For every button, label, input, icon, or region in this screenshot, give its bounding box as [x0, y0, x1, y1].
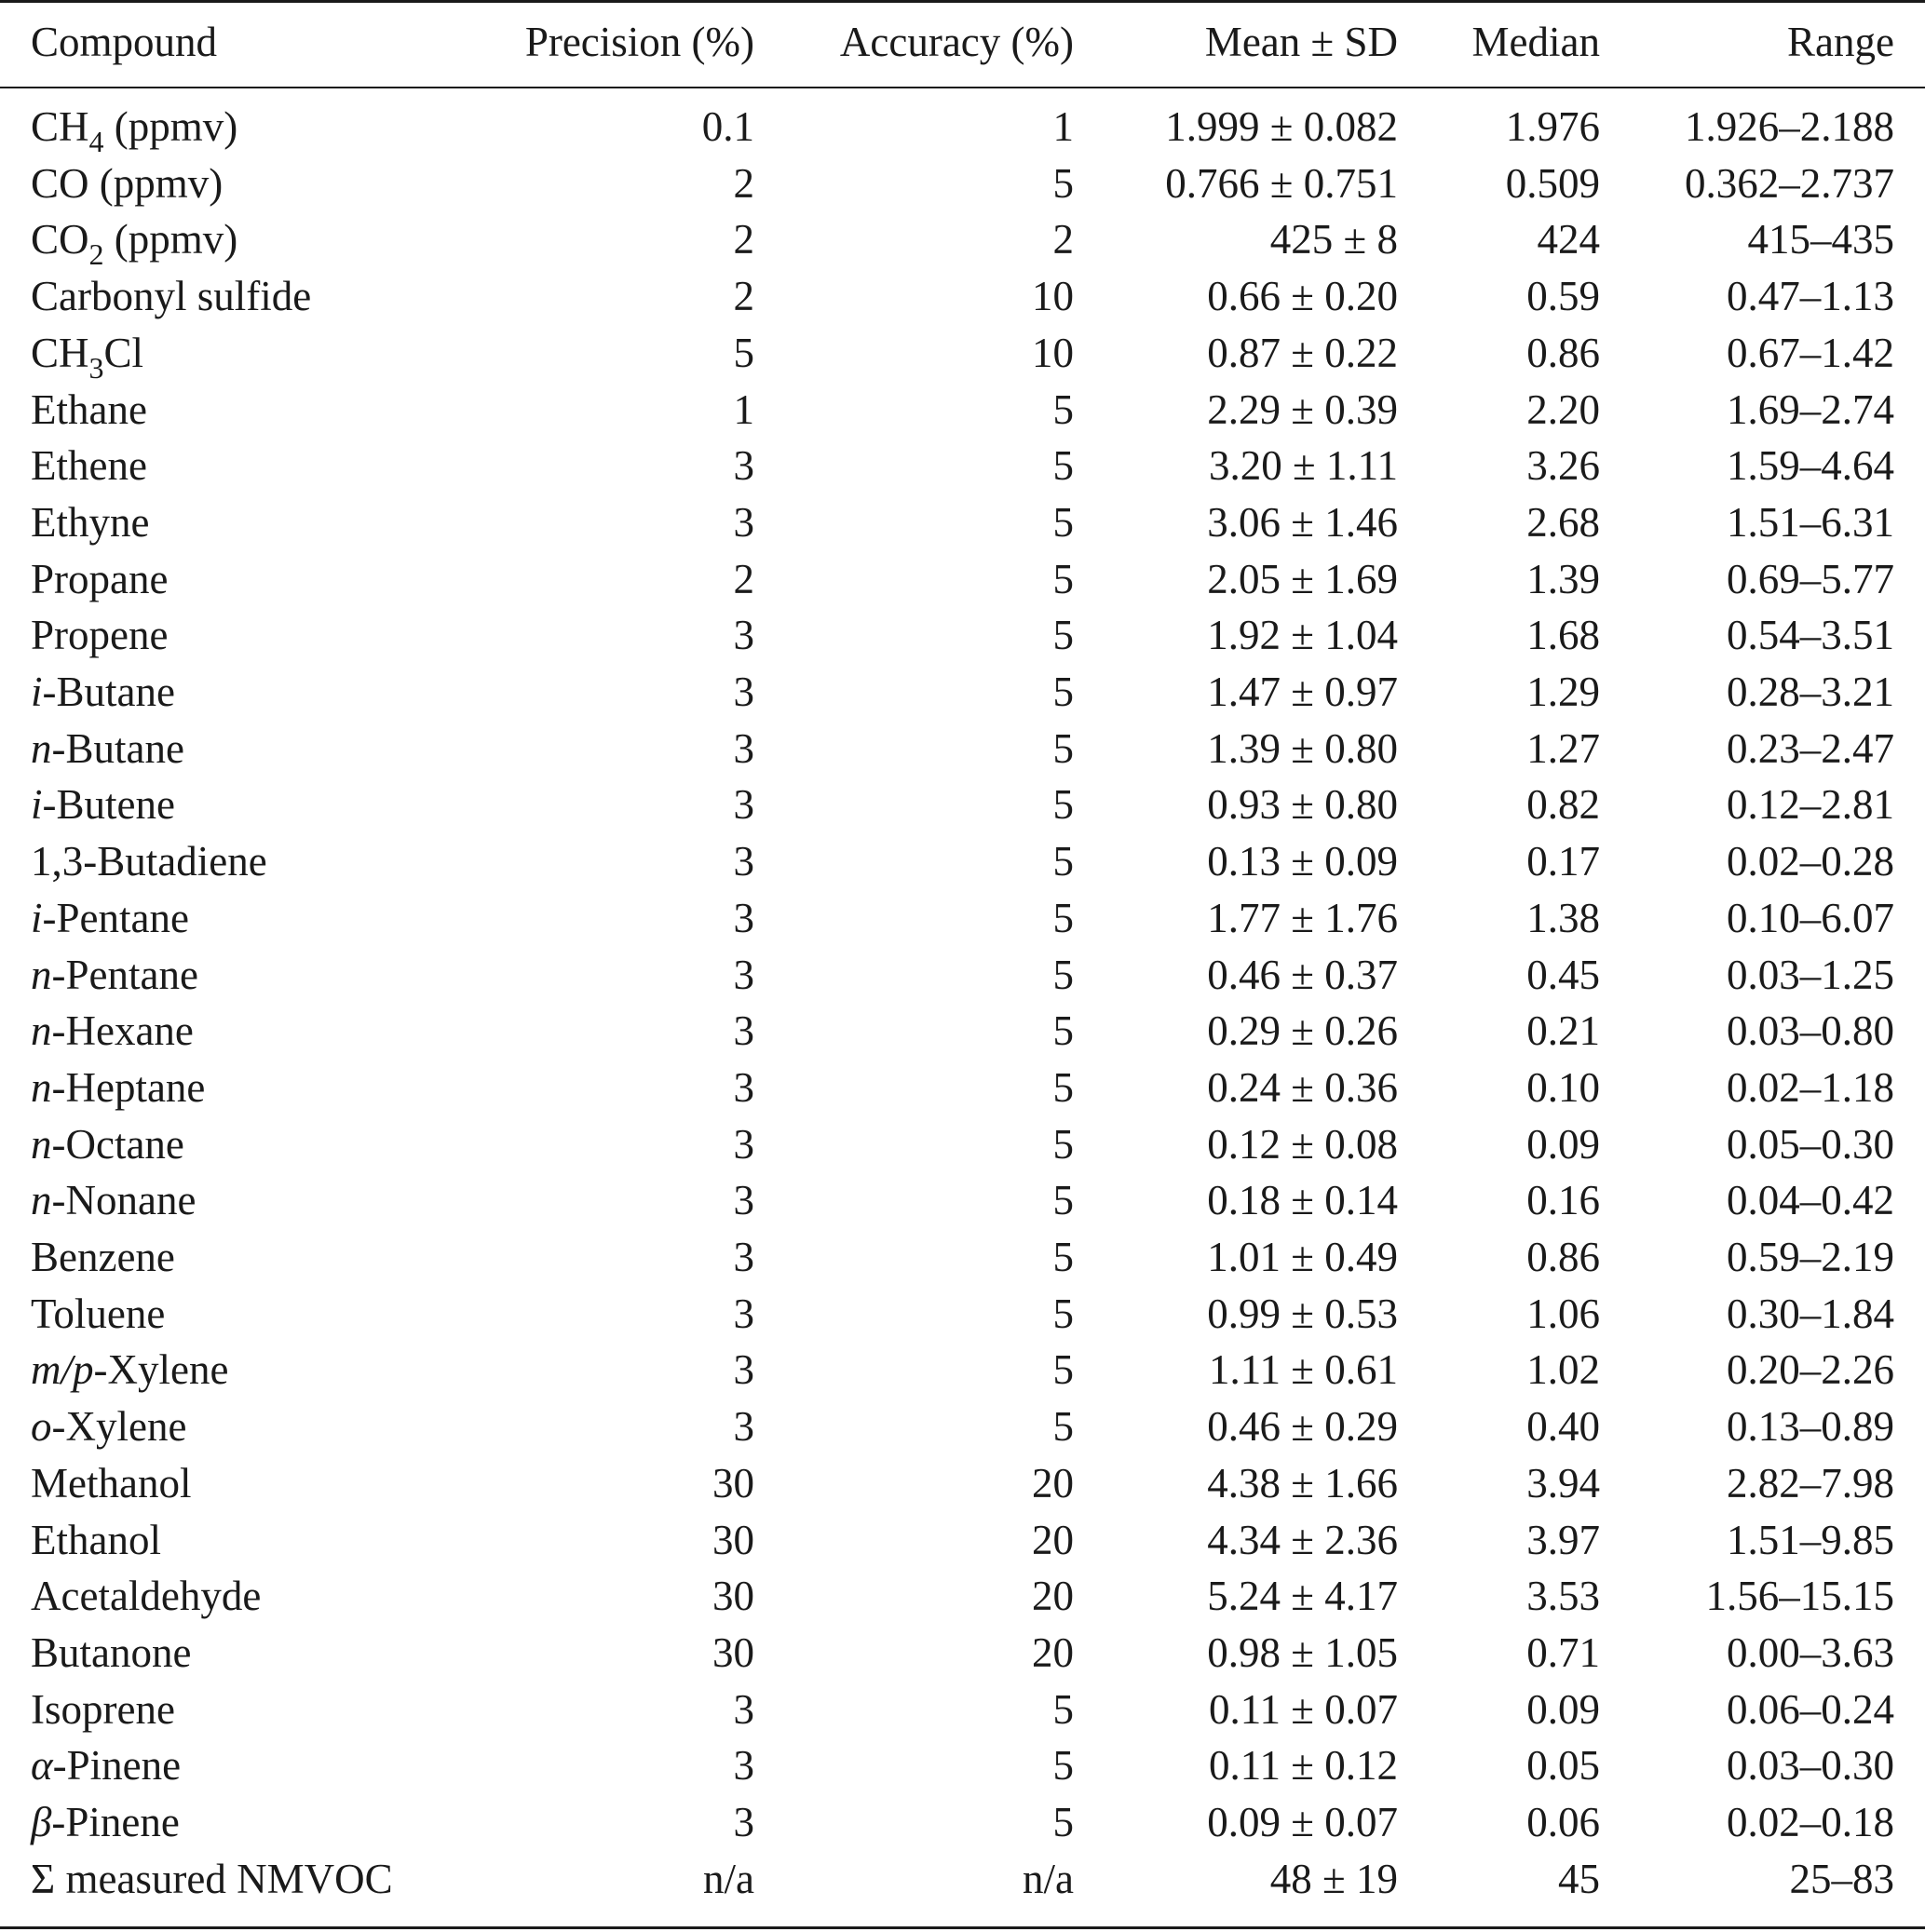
cell-range: 0.47–1.13 — [1727, 273, 1894, 320]
compound-pre: Benzene — [31, 1234, 175, 1280]
cell-compound — [31, 1286, 165, 1343]
compound-pre: CH — [31, 103, 89, 150]
cell-precision: n/a — [703, 1855, 754, 1902]
cell-mean-sd: 0.12 ± 0.08 — [1207, 1120, 1398, 1168]
cell-compound — [31, 777, 175, 833]
cell-accuracy: 5 — [1052, 442, 1074, 490]
compound-post: -Pentane — [42, 894, 189, 941]
cell-mean-sd: 1.01 ± 0.49 — [1207, 1234, 1398, 1280]
cell-mean-sd: 3.06 ± 1.46 — [1207, 498, 1398, 546]
cell-precision: 3 — [733, 1799, 754, 1845]
table-row — [0, 1229, 1925, 1286]
cell-accuracy: 5 — [1052, 385, 1074, 433]
compound-pre: CO — [31, 216, 89, 263]
table-row — [0, 99, 1925, 158]
cell-median: 0.16 — [1526, 1177, 1600, 1224]
cell-precision: 3 — [733, 781, 754, 829]
cell-median: 0.509 — [1505, 159, 1600, 207]
compound-pre: Carbonyl sulfide — [31, 273, 312, 320]
table-row — [0, 1003, 1925, 1060]
cell-median: 1.68 — [1526, 612, 1600, 659]
cell-compound — [31, 551, 168, 608]
cell-mean-sd: 1.11 ± 0.61 — [1208, 1346, 1398, 1394]
compound-it: n — [31, 724, 52, 772]
cell-range: 0.362–2.737 — [1685, 159, 1894, 207]
cell-median: 0.86 — [1526, 1234, 1600, 1280]
compound-it: m/p — [31, 1346, 94, 1394]
cell-compound — [31, 155, 223, 212]
table-row — [0, 1625, 1925, 1682]
cell-range: 2.82–7.98 — [1727, 1459, 1894, 1506]
cell-mean-sd: 425 ± 8 — [1269, 216, 1398, 263]
cell-median: 3.97 — [1526, 1516, 1600, 1563]
compound-post: -Octane — [51, 1120, 184, 1168]
compound-it: o — [31, 1403, 52, 1451]
cell-range: 415–435 — [1747, 216, 1894, 263]
cell-mean-sd: 5.24 ± 4.17 — [1207, 1573, 1398, 1620]
compound-post: -Hexane — [51, 1007, 194, 1055]
cell-median: 1.39 — [1526, 555, 1600, 602]
compound-post: -Xylene — [93, 1346, 229, 1394]
table-row — [0, 1455, 1925, 1512]
cell-compound — [31, 1682, 175, 1738]
cell-accuracy: 5 — [1052, 1120, 1074, 1168]
cell-range: 0.05–0.30 — [1727, 1120, 1894, 1168]
cell-median: 3.94 — [1526, 1459, 1600, 1506]
cell-accuracy: 5 — [1052, 1234, 1074, 1280]
table-row — [0, 777, 1925, 833]
compound-it: i — [31, 781, 43, 829]
compound-sub: 3 — [88, 350, 104, 385]
cell-range: 0.12–2.81 — [1727, 781, 1894, 829]
cell-precision: 3 — [733, 1177, 754, 1224]
compound-post: -Pentane — [51, 951, 198, 998]
cell-range: 25–83 — [1789, 1855, 1894, 1902]
cell-range: 0.00–3.63 — [1727, 1628, 1894, 1676]
cell-accuracy: 5 — [1052, 1403, 1074, 1451]
table-row — [0, 664, 1925, 721]
cell-median: 0.09 — [1526, 1120, 1600, 1168]
compound-post: -Butane — [42, 669, 175, 715]
cell-compound — [31, 664, 175, 721]
cell-compound — [31, 721, 184, 777]
compound-pre: CH — [31, 329, 89, 376]
compound-it: n — [31, 1120, 52, 1168]
cell-median: 1.06 — [1526, 1290, 1600, 1337]
cell-mean-sd: 4.38 ± 1.66 — [1207, 1459, 1398, 1506]
table-row — [0, 947, 1925, 1004]
cell-precision: 3 — [733, 612, 754, 659]
header-rule — [0, 87, 1925, 88]
compound-sub: 4 — [88, 125, 104, 158]
cell-compound — [31, 947, 198, 1004]
cell-range: 0.20–2.26 — [1727, 1346, 1894, 1394]
table-row — [0, 551, 1925, 608]
cell-median: 424 — [1537, 216, 1600, 263]
compound-pre: Isoprene — [31, 1685, 175, 1733]
cell-mean-sd: 0.93 ± 0.80 — [1207, 781, 1398, 829]
cell-compound — [31, 1568, 261, 1625]
cell-accuracy: 20 — [1032, 1459, 1074, 1506]
cell-precision: 3 — [733, 669, 754, 715]
cell-compound — [31, 1794, 180, 1851]
cell-mean-sd: 2.29 ± 0.39 — [1207, 385, 1398, 433]
cell-range: 1.926–2.188 — [1685, 103, 1894, 150]
cell-accuracy: 5 — [1052, 1742, 1074, 1790]
compound-post: -Butene — [42, 781, 175, 829]
cell-median: 0.06 — [1526, 1799, 1600, 1845]
cell-precision: 3 — [733, 1234, 754, 1280]
cell-accuracy: 10 — [1032, 329, 1074, 376]
cell-accuracy: 20 — [1032, 1573, 1074, 1620]
compound-post: -Heptane — [51, 1063, 206, 1111]
cell-range: 0.28–3.21 — [1727, 669, 1894, 715]
cell-mean-sd: 0.24 ± 0.36 — [1207, 1063, 1398, 1111]
cell-mean-sd: 0.98 ± 1.05 — [1207, 1628, 1398, 1676]
cell-accuracy: 5 — [1052, 498, 1074, 546]
cell-precision: 3 — [733, 498, 754, 546]
header-precision: Precision (%) — [524, 19, 754, 65]
compound-it: n — [31, 951, 52, 998]
header-accuracy: Accuracy (%) — [839, 19, 1074, 65]
cell-median: 1.27 — [1526, 724, 1600, 772]
cell-mean-sd: 1.92 ± 1.04 — [1207, 612, 1398, 659]
cell-precision: 30 — [712, 1516, 754, 1563]
table-row — [0, 1342, 1925, 1398]
cell-compound — [31, 494, 149, 551]
cell-compound — [31, 1060, 205, 1116]
cell-median: 1.02 — [1526, 1346, 1600, 1394]
cell-range: 0.10–6.07 — [1727, 894, 1894, 941]
cell-range: 1.56–15.15 — [1705, 1573, 1894, 1620]
compound-it: i — [31, 669, 43, 715]
cell-median: 3.26 — [1526, 442, 1600, 490]
cell-compound — [31, 268, 311, 325]
cell-compound — [31, 1003, 194, 1060]
cell-range: 1.69–2.74 — [1727, 385, 1894, 433]
cell-precision: 2 — [733, 216, 754, 263]
cell-median: 0.10 — [1526, 1063, 1600, 1111]
cell-range: 0.23–2.47 — [1727, 724, 1894, 772]
cell-mean-sd: 4.34 ± 2.36 — [1207, 1516, 1398, 1563]
cell-compound — [31, 438, 147, 494]
cell-accuracy: 5 — [1052, 724, 1074, 772]
cell-range: 0.02–1.18 — [1727, 1063, 1894, 1111]
cell-compound — [31, 211, 238, 272]
table-row — [0, 1851, 1925, 1908]
cell-median: 0.71 — [1526, 1628, 1600, 1676]
cell-accuracy: 5 — [1052, 612, 1074, 659]
compound-it: n — [31, 1063, 52, 1111]
cell-median: 0.17 — [1526, 838, 1600, 885]
cell-mean-sd: 0.46 ± 0.29 — [1207, 1403, 1398, 1451]
compound-sub: 2 — [88, 237, 104, 272]
cell-precision: 3 — [733, 724, 754, 772]
compound-post: Cl — [103, 329, 144, 376]
cell-mean-sd: 0.11 ± 0.07 — [1208, 1685, 1398, 1733]
compound-it: n — [31, 1007, 52, 1055]
compound-pre: Ethene — [31, 442, 147, 490]
cell-mean-sd: 3.20 ± 1.11 — [1208, 442, 1398, 490]
cell-precision: 3 — [733, 1403, 754, 1451]
cell-accuracy: 5 — [1052, 894, 1074, 941]
cell-range: 1.59–4.64 — [1727, 442, 1894, 490]
cell-compound — [31, 1737, 181, 1794]
cell-accuracy: 5 — [1052, 1177, 1074, 1224]
cell-accuracy: 5 — [1052, 1290, 1074, 1337]
cell-precision: 3 — [733, 442, 754, 490]
cell-mean-sd: 0.46 ± 0.37 — [1207, 951, 1398, 998]
cell-median: 45 — [1558, 1855, 1600, 1902]
table-row — [0, 438, 1925, 494]
cell-range: 1.51–6.31 — [1727, 498, 1894, 546]
cell-compound — [31, 325, 144, 385]
compound-pre: Methanol — [31, 1459, 192, 1506]
cell-mean-sd: 0.11 ± 0.12 — [1208, 1742, 1398, 1790]
cell-range: 1.51–9.85 — [1727, 1516, 1894, 1563]
compound-pre: Ethane — [31, 385, 147, 433]
cell-mean-sd: 0.87 ± 0.22 — [1207, 329, 1398, 376]
cell-range: 0.02–0.18 — [1727, 1799, 1894, 1845]
cell-precision: 2 — [733, 159, 754, 207]
compound-pre: Σ measured NMVOC — [31, 1855, 393, 1902]
compound-post: -Butane — [51, 724, 184, 772]
cell-range: 0.54–3.51 — [1727, 612, 1894, 659]
table-row — [0, 833, 1925, 890]
cell-range: 0.59–2.19 — [1727, 1234, 1894, 1280]
compound-pre: Propane — [31, 555, 169, 602]
cell-mean-sd: 1.39 ± 0.80 — [1207, 724, 1398, 772]
table-row — [0, 1794, 1925, 1851]
cell-accuracy: 5 — [1052, 838, 1074, 885]
cell-accuracy: 10 — [1032, 273, 1074, 320]
cell-range: 0.04–0.42 — [1727, 1177, 1894, 1224]
table-row — [0, 1286, 1925, 1343]
compound-pre: CO (ppmv) — [31, 159, 224, 207]
compound-pre: Propene — [31, 612, 169, 659]
cell-mean-sd: 1.999 ± 0.082 — [1165, 103, 1398, 150]
cell-compound — [31, 382, 147, 439]
cell-precision: 30 — [712, 1573, 754, 1620]
cell-compound — [31, 1625, 191, 1682]
cell-median: 0.45 — [1526, 951, 1600, 998]
compound-post: -Pinene — [51, 1799, 180, 1845]
cell-accuracy: 5 — [1052, 1007, 1074, 1055]
cell-compound — [31, 1229, 175, 1286]
cell-range: 0.30–1.84 — [1727, 1290, 1894, 1337]
compound-post: (ppmv) — [103, 216, 238, 263]
compound-pre: Butanone — [31, 1628, 192, 1676]
cell-compound — [31, 833, 267, 890]
compound-post: -Pinene — [52, 1742, 182, 1790]
compound-post: -Xylene — [51, 1403, 187, 1451]
cell-compound — [31, 1398, 186, 1455]
cell-precision: 3 — [733, 951, 754, 998]
cell-mean-sd: 1.47 ± 0.97 — [1207, 669, 1398, 715]
cell-accuracy: 20 — [1032, 1516, 1074, 1563]
cell-accuracy: 5 — [1052, 1063, 1074, 1111]
cell-precision: 3 — [733, 894, 754, 941]
cell-precision: 1 — [733, 385, 754, 433]
cell-median: 1.29 — [1526, 669, 1600, 715]
cell-range: 0.03–0.30 — [1727, 1742, 1894, 1790]
cell-accuracy: 5 — [1052, 951, 1074, 998]
cell-precision: 30 — [712, 1459, 754, 1506]
table-row — [0, 382, 1925, 439]
table-row — [0, 1060, 1925, 1116]
cell-accuracy: n/a — [1023, 1855, 1074, 1902]
table-row — [0, 607, 1925, 664]
cell-precision: 3 — [733, 1007, 754, 1055]
table-row — [0, 1568, 1925, 1625]
cell-mean-sd: 0.13 ± 0.09 — [1207, 838, 1398, 885]
cell-accuracy: 20 — [1032, 1628, 1074, 1676]
cell-accuracy: 5 — [1052, 159, 1074, 207]
compound-pre: Ethyne — [31, 498, 150, 546]
cell-mean-sd: 0.09 ± 0.07 — [1207, 1799, 1398, 1845]
cell-accuracy: 5 — [1052, 781, 1074, 829]
cell-mean-sd: 48 ± 19 — [1269, 1855, 1398, 1902]
table-row — [0, 1682, 1925, 1738]
cell-median: 0.40 — [1526, 1403, 1600, 1451]
cell-mean-sd: 2.05 ± 1.69 — [1207, 555, 1398, 602]
cell-accuracy: 5 — [1052, 1685, 1074, 1733]
cell-median: 1.38 — [1526, 894, 1600, 941]
cell-accuracy: 5 — [1052, 669, 1074, 715]
compound-pre: 1,3-Butadiene — [31, 838, 267, 885]
cell-mean-sd: 0.766 ± 0.751 — [1165, 159, 1398, 207]
compound-it: i — [31, 894, 43, 941]
cell-accuracy: 1 — [1052, 103, 1074, 150]
cell-median: 1.976 — [1505, 103, 1600, 150]
table-row — [0, 1398, 1925, 1455]
compound-pre: Toluene — [31, 1290, 166, 1337]
cell-compound — [31, 1116, 184, 1173]
cell-precision: 3 — [733, 1290, 754, 1337]
cell-median: 2.20 — [1526, 385, 1600, 433]
cell-precision: 3 — [733, 1346, 754, 1394]
cell-median: 0.09 — [1526, 1685, 1600, 1733]
cell-precision: 0.1 — [701, 103, 754, 150]
cell-precision: 30 — [712, 1628, 754, 1676]
bottom-rule — [0, 1926, 1925, 1929]
cell-compound — [31, 890, 189, 947]
cell-median: 0.86 — [1526, 329, 1600, 376]
cell-precision: 3 — [733, 1063, 754, 1111]
table-row — [0, 155, 1925, 212]
cell-range: 0.03–1.25 — [1727, 951, 1894, 998]
cell-compound — [31, 1455, 191, 1512]
cell-precision: 3 — [733, 1742, 754, 1790]
table-row — [0, 890, 1925, 947]
compound-pre: Ethanol — [31, 1516, 161, 1563]
compound-it: n — [31, 1177, 52, 1224]
table-row — [0, 721, 1925, 777]
cell-median: 0.05 — [1526, 1742, 1600, 1790]
cell-range: 0.67–1.42 — [1727, 329, 1894, 376]
cell-mean-sd: 0.18 ± 0.14 — [1207, 1177, 1398, 1224]
header-mean-sd: Mean ± SD — [1204, 19, 1398, 65]
cell-precision: 3 — [733, 1120, 754, 1168]
table-row — [0, 268, 1925, 325]
cell-accuracy: 5 — [1052, 555, 1074, 602]
cell-median: 0.82 — [1526, 781, 1600, 829]
cell-range: 0.06–0.24 — [1727, 1685, 1894, 1733]
cell-precision: 2 — [733, 555, 754, 602]
cell-compound — [31, 1342, 228, 1398]
cell-mean-sd: 1.77 ± 1.76 — [1207, 894, 1398, 941]
cell-range: 0.03–0.80 — [1727, 1007, 1894, 1055]
cell-mean-sd: 0.99 ± 0.53 — [1207, 1290, 1398, 1337]
cell-compound — [31, 99, 238, 158]
table-row — [0, 1172, 1925, 1229]
cell-compound — [31, 1851, 393, 1908]
cell-median: 2.68 — [1526, 498, 1600, 546]
cell-median: 3.53 — [1526, 1573, 1600, 1620]
cell-range: 0.02–0.28 — [1727, 838, 1894, 885]
compound-pre: Acetaldehyde — [31, 1573, 262, 1620]
cell-accuracy: 2 — [1052, 216, 1074, 263]
table-row — [0, 211, 1925, 272]
compound-it: β — [31, 1799, 52, 1845]
table-row — [0, 1737, 1925, 1794]
cell-accuracy: 5 — [1052, 1799, 1074, 1845]
table-header-row — [0, 14, 1925, 71]
compound-post: (ppmv) — [103, 103, 238, 150]
table-row — [0, 1116, 1925, 1173]
cell-precision: 3 — [733, 1685, 754, 1733]
cell-precision: 5 — [733, 329, 754, 376]
top-rule — [0, 0, 1925, 3]
cell-precision: 3 — [733, 838, 754, 885]
cell-compound — [31, 1512, 161, 1569]
header-compound: Compound — [31, 19, 218, 65]
table-row — [0, 1512, 1925, 1569]
cell-compound — [31, 1172, 196, 1229]
cell-range: 0.69–5.77 — [1727, 555, 1894, 602]
cell-median: 0.21 — [1526, 1007, 1600, 1055]
cell-range: 0.13–0.89 — [1727, 1403, 1894, 1451]
header-range: Range — [1787, 19, 1894, 65]
cell-accuracy: 5 — [1052, 1346, 1074, 1394]
cell-median: 0.59 — [1526, 273, 1600, 320]
table-row — [0, 325, 1925, 385]
cell-compound — [31, 607, 168, 664]
compound-post: -Nonane — [51, 1177, 197, 1224]
cell-precision: 2 — [733, 273, 754, 320]
compound-it: α — [31, 1742, 53, 1790]
cell-mean-sd: 0.66 ± 0.20 — [1207, 273, 1398, 320]
cell-mean-sd: 0.29 ± 0.26 — [1207, 1007, 1398, 1055]
table-row — [0, 494, 1925, 551]
header-median: Median — [1471, 19, 1600, 65]
